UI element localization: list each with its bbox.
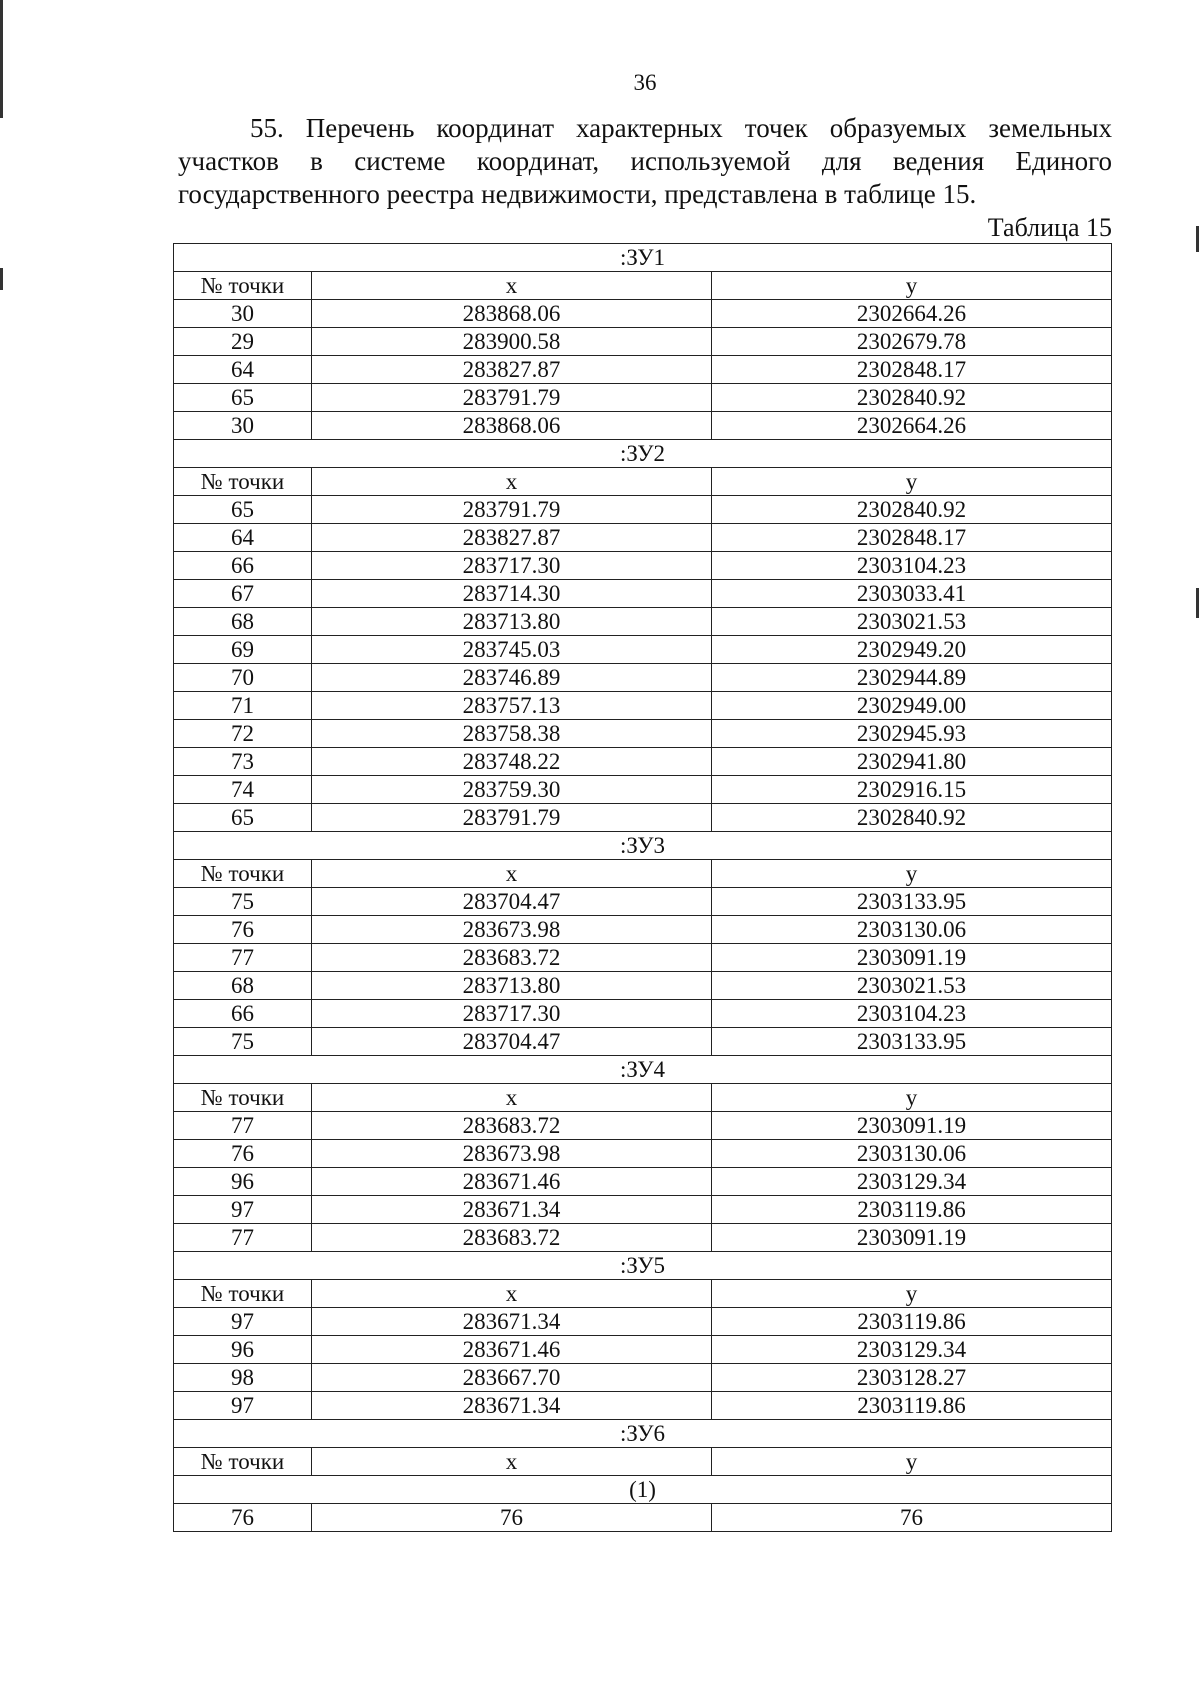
header-y: y xyxy=(712,860,1112,888)
x-cell: 283704.47 xyxy=(312,1028,712,1056)
header-y: y xyxy=(712,1084,1112,1112)
point-number-cell: 98 xyxy=(174,1364,312,1392)
point-number-cell: 76 xyxy=(174,916,312,944)
page-number: 36 xyxy=(633,70,657,95)
scan-edge-mark xyxy=(0,0,3,118)
header-row xyxy=(174,468,1112,496)
point-number-cell: 30 xyxy=(174,412,312,440)
header-row xyxy=(174,1084,1112,1112)
table-row xyxy=(174,384,1112,412)
header-point-number: № точки xyxy=(174,1280,312,1308)
y-cell: 2302945.93 xyxy=(712,720,1112,748)
y-cell: 2302949.20 xyxy=(712,636,1112,664)
point-number-cell: 74 xyxy=(174,776,312,804)
scan-edge-mark xyxy=(1196,226,1199,252)
header-point-number: № точки xyxy=(174,1448,312,1476)
header-point-number: № точки xyxy=(174,860,312,888)
x-cell: 283791.79 xyxy=(312,384,712,412)
point-number-cell: 67 xyxy=(174,580,312,608)
x-cell: 283827.87 xyxy=(312,356,712,384)
header-x: x xyxy=(312,1084,712,1112)
table-row xyxy=(174,888,1112,916)
y-cell: 2302949.00 xyxy=(712,692,1112,720)
x-cell: 283868.06 xyxy=(312,300,712,328)
point-number-cell: 97 xyxy=(174,1392,312,1420)
table-row xyxy=(174,916,1112,944)
point-number-cell: 66 xyxy=(174,552,312,580)
x-cell: 283827.87 xyxy=(312,524,712,552)
table-row xyxy=(174,1140,1112,1168)
table-row xyxy=(174,328,1112,356)
section-title: :ЗУ1 xyxy=(174,244,1112,272)
coordinates-table xyxy=(173,243,1112,1532)
point-number-cell: 65 xyxy=(174,496,312,524)
x-cell: 283667.70 xyxy=(312,1364,712,1392)
y-cell: 2303091.19 xyxy=(712,1224,1112,1252)
table-row xyxy=(174,1224,1112,1252)
x-cell: 76 xyxy=(312,1504,712,1532)
header-x: x xyxy=(312,1448,712,1476)
header-row xyxy=(174,860,1112,888)
table-row xyxy=(174,1028,1112,1056)
y-cell: 2303021.53 xyxy=(712,972,1112,1000)
section-title: :ЗУ4 xyxy=(174,1056,1112,1084)
section-title-row xyxy=(174,1420,1112,1448)
x-cell: 283671.46 xyxy=(312,1336,712,1364)
table-row xyxy=(174,1112,1112,1140)
x-cell: 283868.06 xyxy=(312,412,712,440)
point-number-cell: 77 xyxy=(174,944,312,972)
y-cell: 2302664.26 xyxy=(712,412,1112,440)
x-cell: 283671.34 xyxy=(312,1196,712,1224)
point-number-cell: 72 xyxy=(174,720,312,748)
header-row xyxy=(174,1448,1112,1476)
section-title-row xyxy=(174,1252,1112,1280)
y-cell: 2302944.89 xyxy=(712,664,1112,692)
x-cell: 283673.98 xyxy=(312,916,712,944)
table-row xyxy=(174,1504,1112,1532)
table-row xyxy=(174,692,1112,720)
table-row xyxy=(174,944,1112,972)
x-cell: 283683.72 xyxy=(312,1224,712,1252)
section-title: :ЗУ3 xyxy=(174,832,1112,860)
x-cell: 283683.72 xyxy=(312,1112,712,1140)
x-cell: 283714.30 xyxy=(312,580,712,608)
point-number-cell: 64 xyxy=(174,356,312,384)
point-number-cell: 73 xyxy=(174,748,312,776)
table-row xyxy=(174,804,1112,832)
section-title: :ЗУ6 xyxy=(174,1420,1112,1448)
header-y: y xyxy=(712,1448,1112,1476)
y-cell: 2303128.27 xyxy=(712,1364,1112,1392)
y-cell: 2302840.92 xyxy=(712,384,1112,412)
x-cell: 283713.80 xyxy=(312,972,712,1000)
y-cell: 2303091.19 xyxy=(712,944,1112,972)
point-number-cell: 69 xyxy=(174,636,312,664)
point-number-cell: 29 xyxy=(174,328,312,356)
section-title: :ЗУ5 xyxy=(174,1252,1112,1280)
section-title-row xyxy=(174,244,1112,272)
header-x: x xyxy=(312,272,712,300)
y-cell: 2303119.86 xyxy=(712,1196,1112,1224)
point-number-cell: 96 xyxy=(174,1336,312,1364)
table-row xyxy=(174,636,1112,664)
table-row xyxy=(174,1336,1112,1364)
table-row xyxy=(174,496,1112,524)
point-number-cell: 77 xyxy=(174,1112,312,1140)
table-row xyxy=(174,1196,1112,1224)
table-row xyxy=(174,748,1112,776)
y-cell: 2303130.06 xyxy=(712,916,1112,944)
header-point-number: № точки xyxy=(174,272,312,300)
scan-edge-mark xyxy=(0,268,3,290)
section-title-row xyxy=(174,440,1112,468)
y-cell: 2302840.92 xyxy=(712,804,1112,832)
x-cell: 283671.34 xyxy=(312,1392,712,1420)
x-cell: 283745.03 xyxy=(312,636,712,664)
x-cell: 283791.79 xyxy=(312,804,712,832)
table-row xyxy=(174,1168,1112,1196)
table-caption: Таблица 15 xyxy=(987,213,1112,242)
point-number-cell: 64 xyxy=(174,524,312,552)
header-y: y xyxy=(712,272,1112,300)
y-cell: 2302941.80 xyxy=(712,748,1112,776)
y-cell: 2303130.06 xyxy=(712,1140,1112,1168)
point-number-cell: 76 xyxy=(174,1504,312,1532)
y-cell: 2303104.23 xyxy=(712,1000,1112,1028)
intro-paragraph: 55. Перечень координат характерных точек образуемых земельных участков в системе координат, используемой для ведения Единого государственного реестра недвижимости, представлена в таблице 15. xyxy=(178,113,1112,209)
y-cell: 2302679.78 xyxy=(712,328,1112,356)
x-cell: 283673.98 xyxy=(312,1140,712,1168)
point-number-cell: 71 xyxy=(174,692,312,720)
point-number-cell: 30 xyxy=(174,300,312,328)
point-number-cell: 97 xyxy=(174,1308,312,1336)
table-row xyxy=(174,972,1112,1000)
y-cell: 2302848.17 xyxy=(712,356,1112,384)
x-cell: 283791.79 xyxy=(312,496,712,524)
x-cell: 283713.80 xyxy=(312,608,712,636)
y-cell: 2303091.19 xyxy=(712,1112,1112,1140)
x-cell: 283746.89 xyxy=(312,664,712,692)
x-cell: 283671.34 xyxy=(312,1308,712,1336)
y-cell: 2302848.17 xyxy=(712,524,1112,552)
point-number-cell: 75 xyxy=(174,1028,312,1056)
point-number-cell: 97 xyxy=(174,1196,312,1224)
point-number-cell: 96 xyxy=(174,1168,312,1196)
y-cell: 2303129.34 xyxy=(712,1168,1112,1196)
table-row xyxy=(174,1364,1112,1392)
header-y: y xyxy=(712,1280,1112,1308)
contour-row xyxy=(174,1476,1112,1504)
y-cell: 76 xyxy=(712,1504,1112,1532)
y-cell: 2303021.53 xyxy=(712,608,1112,636)
y-cell: 2303119.86 xyxy=(712,1308,1112,1336)
x-cell: 283704.47 xyxy=(312,888,712,916)
y-cell: 2303133.95 xyxy=(712,1028,1112,1056)
x-cell: 283717.30 xyxy=(312,1000,712,1028)
x-cell: 283759.30 xyxy=(312,776,712,804)
header-row xyxy=(174,1280,1112,1308)
y-cell: 2302916.15 xyxy=(712,776,1112,804)
x-cell: 283900.58 xyxy=(312,328,712,356)
header-x: x xyxy=(312,860,712,888)
x-cell: 283757.13 xyxy=(312,692,712,720)
x-cell: 283758.38 xyxy=(312,720,712,748)
x-cell: 283671.46 xyxy=(312,1168,712,1196)
point-number-cell: 65 xyxy=(174,804,312,832)
y-cell: 2303129.34 xyxy=(712,1336,1112,1364)
table-row xyxy=(174,552,1112,580)
header-point-number: № точки xyxy=(174,468,312,496)
table-row xyxy=(174,608,1112,636)
table-row xyxy=(174,300,1112,328)
y-cell: 2302664.26 xyxy=(712,300,1112,328)
header-point-number: № точки xyxy=(174,1084,312,1112)
contour-label: (1) xyxy=(174,1476,1112,1504)
y-cell: 2303133.95 xyxy=(712,888,1112,916)
point-number-cell: 70 xyxy=(174,664,312,692)
point-number-cell: 68 xyxy=(174,972,312,1000)
y-cell: 2302840.92 xyxy=(712,496,1112,524)
point-number-cell: 77 xyxy=(174,1224,312,1252)
header-row xyxy=(174,272,1112,300)
table-row xyxy=(174,664,1112,692)
table-row xyxy=(174,1392,1112,1420)
table-row xyxy=(174,580,1112,608)
y-cell: 2303033.41 xyxy=(712,580,1112,608)
point-number-cell: 68 xyxy=(174,608,312,636)
section-title: :ЗУ2 xyxy=(174,440,1112,468)
x-cell: 283717.30 xyxy=(312,552,712,580)
x-cell: 283683.72 xyxy=(312,944,712,972)
y-cell: 2303119.86 xyxy=(712,1392,1112,1420)
header-x: x xyxy=(312,1280,712,1308)
table-row xyxy=(174,720,1112,748)
header-x: x xyxy=(312,468,712,496)
table-row xyxy=(174,776,1112,804)
section-title-row xyxy=(174,1056,1112,1084)
table-row xyxy=(174,1000,1112,1028)
table-row xyxy=(174,524,1112,552)
point-number-cell: 76 xyxy=(174,1140,312,1168)
x-cell: 283748.22 xyxy=(312,748,712,776)
point-number-cell: 65 xyxy=(174,384,312,412)
table-row xyxy=(174,356,1112,384)
header-y: y xyxy=(712,468,1112,496)
section-title-row xyxy=(174,832,1112,860)
y-cell: 2303104.23 xyxy=(712,552,1112,580)
table-row xyxy=(174,412,1112,440)
table-row xyxy=(174,1308,1112,1336)
point-number-cell: 75 xyxy=(174,888,312,916)
scan-edge-mark xyxy=(1196,588,1199,618)
point-number-cell: 66 xyxy=(174,1000,312,1028)
